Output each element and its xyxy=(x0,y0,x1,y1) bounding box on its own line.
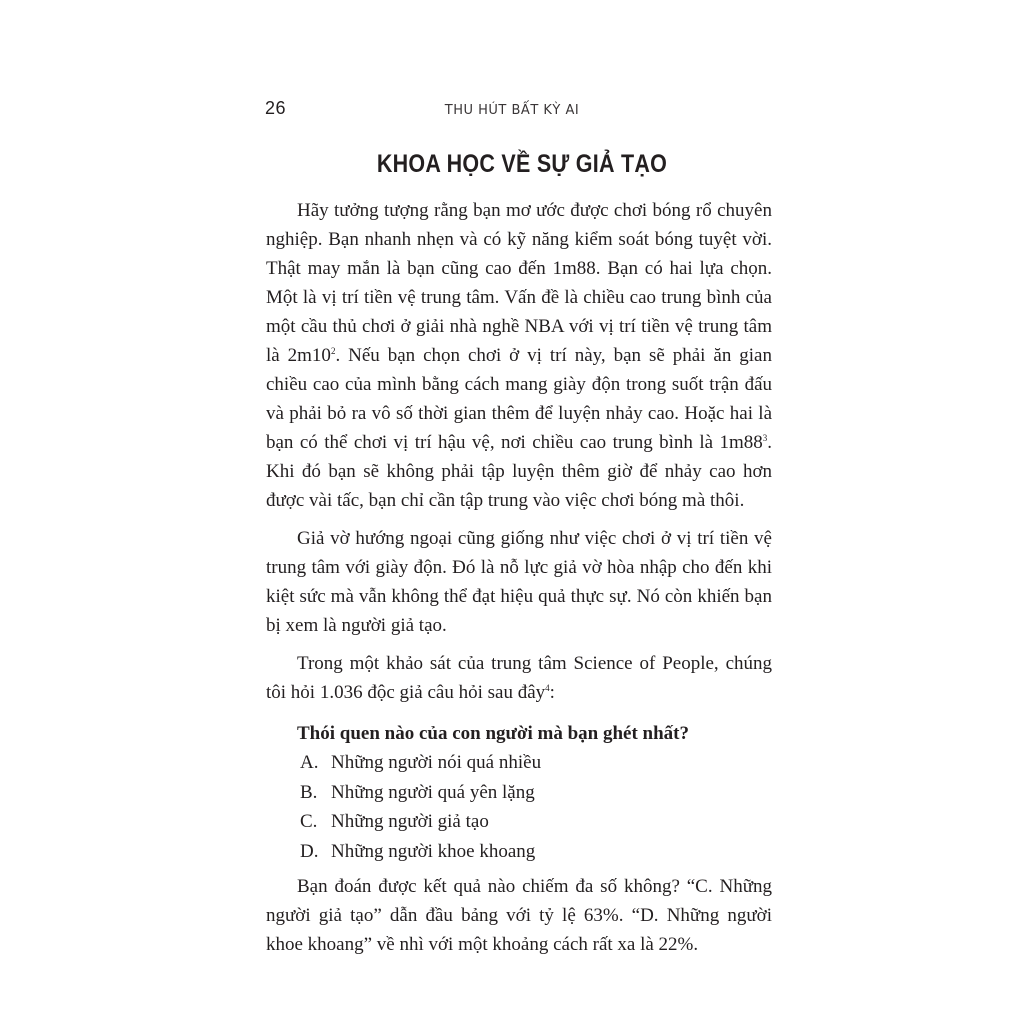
footnote-marker: 4 xyxy=(545,683,550,693)
option-text: Những người khoe khoang xyxy=(331,840,536,862)
option-text: Những người quá yên lặng xyxy=(331,781,535,803)
survey-option xyxy=(300,837,772,867)
paragraph-pretending: Giả vờ hướng ngoại cũng giống như việc chơi ở vị trí tiền vệ trung tâm với giày độn. Đó là nỗ lực giả vờ hòa nhập cho đến khi kiệt sức mà vẫn không thể đạt hiệu quả thực sự. Nó còn khiến bạn bị xem là người giả tạo. xyxy=(266,528,772,636)
footnote-marker: 2 xyxy=(330,346,336,356)
section-title: KHOA HỌC VỀ SỰ GIẢ TẠO xyxy=(376,150,668,178)
option-letter: C. xyxy=(300,811,318,832)
survey-option xyxy=(300,748,772,778)
running-title: THU HÚT BẤT KỲ AI xyxy=(444,103,580,118)
paragraph-text: Hãy tưởng tượng rằng bạn mơ ước được chơi bóng rổ chuyên nghiệp. Bạn nhanh nhẹn và có kỹ năng kiểm soát bóng tuyệt vời. Thật may mắn là bạn cũng cao đến 1m88. Bạn có hai lựa chọn. Một là vị trí tiền vệ trung tâm. Vấn đề là chiều cao trung bình của một cầu thủ chơi ở giải nhà nghề NBA với vị trí tiền vệ trung tâm là 2m10 xyxy=(266,200,772,366)
survey-option xyxy=(300,807,772,837)
paragraph-survey-intro xyxy=(266,649,772,707)
survey-question: Thói quen nào của con người mà bạn ghét nhất? xyxy=(297,723,689,744)
survey-options xyxy=(266,748,772,866)
paragraph-text: : xyxy=(549,682,555,703)
paragraph-text: Trong một khảo sát của trung tâm Science of People, chúng tôi hỏi 1.036 độc giả câu hỏi sau đây xyxy=(266,653,772,703)
option-letter: A. xyxy=(300,752,319,773)
option-letter: D. xyxy=(300,840,319,862)
body-text xyxy=(266,196,772,968)
paragraph-basketball xyxy=(266,196,772,515)
option-text: Những người giả tạo xyxy=(331,811,489,832)
option-text: Những người nói quá nhiều xyxy=(331,752,542,773)
paragraph-survey-result: Bạn đoán được kết quả nào chiếm đa số không? “C. Những người giả tạo” dẫn đầu bảng với tỷ lệ 63%. “D. Những người khoe khoang” về nhì với một khoảng cách rất xa là 22%. xyxy=(266,876,772,955)
survey-option xyxy=(300,778,772,808)
page-number: 26 xyxy=(265,98,287,118)
footnote-marker: 3 xyxy=(762,433,768,443)
option-letter: B. xyxy=(300,781,318,803)
paragraph-text: . Khi đó bạn sẽ không phải tập luyện thêm giờ để nhảy cao hơn được vài tấc, bạn chỉ cần tập trung vào việc chơi bóng mà thôi. xyxy=(266,432,772,511)
paragraph-text: . Nếu bạn chọn chơi ở vị trí này, bạn sẽ phải ăn gian chiều cao của mình bằng cách mang giày độn trong suốt trận đấu và phải bỏ ra vô số thời gian thêm để luyện nhảy cao. Hoặc hai là bạn có thể chơi vị trí hậu vệ, nơi chiều cao trung bình là 1m88 xyxy=(266,345,772,453)
